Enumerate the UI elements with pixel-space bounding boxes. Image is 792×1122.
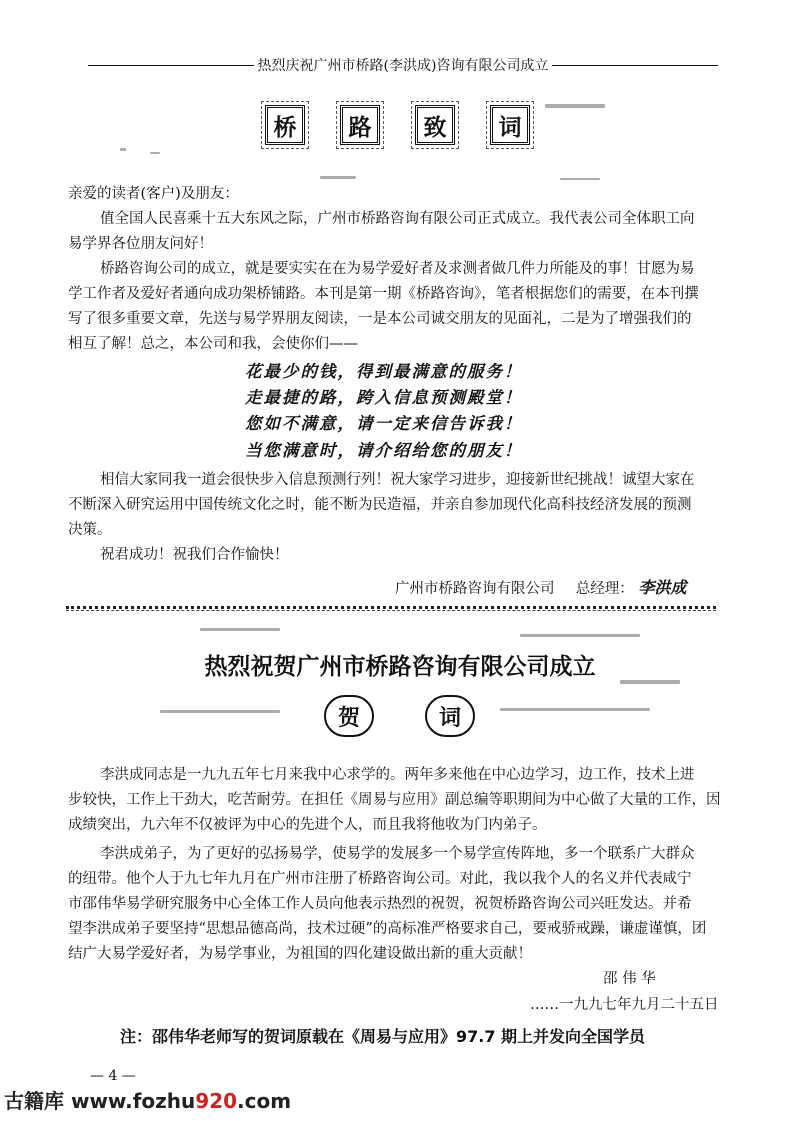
signature [395, 576, 686, 601]
preface-title-char-3: 致 [415, 105, 455, 145]
signature-company: 广州市桥路咨询有限公司 [395, 581, 555, 597]
watermark-prefix: 古籍库 www.fozhu [4, 1089, 196, 1113]
slogan-line: 花最少的钱，得到最满意的服务！ [245, 362, 523, 381]
preface-line: 相互了解！总之，本公司和我，会使你们—— [68, 336, 358, 352]
scan-speck [560, 178, 600, 180]
preface-line: 值全国人民喜乘十五大东风之际，广州市桥路咨询有限公司正式成立。我代表公司全体职工向 [100, 211, 695, 227]
scan-speck [200, 628, 280, 631]
congrats-subtitle-char-1: 贺 [324, 695, 374, 737]
section-divider-secondary [66, 610, 716, 611]
preface-title-char-4: 词 [490, 105, 530, 145]
page-number: — 4 — [90, 1068, 136, 1084]
preface-closing-line: 相信大家同我一道会很快步入信息预测行列！祝大家学习进步，迎接新世纪挑战！诚望大家在 [100, 472, 695, 488]
scan-speck [545, 104, 605, 108]
scan-speck [160, 710, 280, 713]
scan-speck [120, 148, 126, 151]
congrats-title: 热烈祝贺广州市桥路咨询有限公司成立 [204, 654, 596, 680]
scan-speck [150, 152, 160, 154]
header-banner [88, 56, 718, 74]
scan-speck [500, 708, 650, 711]
banner-text: 热烈庆祝广州市桥路(李洪成)咨询有限公司成立 [257, 58, 549, 74]
scan-speck [320, 176, 356, 179]
section-divider [66, 606, 716, 609]
scan-speck [520, 634, 640, 637]
congrats-line: 市邵伟华易学研究服务中心全体工作人员向他表示热烈的祝贺，祝贺桥路咨询公司兴旺发达。并希 [68, 896, 692, 912]
congrats-date: ……一九九七年九月二十五日 [530, 997, 719, 1013]
congrats-subtitle-char-2: 词 [425, 695, 475, 737]
footnote: 注：邵伟华老师写的贺词原载在《周易与应用》97.7 期上并发向全国学员 [120, 1027, 646, 1046]
congrats-line: 步较快，工作上干劲大，吃苦耐劳。在担任《周易与应用》副总编等职期间为中心做了大量的工作，因 [68, 792, 721, 808]
banner-rule-right [552, 65, 718, 66]
watermark-suffix: .com [237, 1089, 292, 1113]
preface-closing-line: 决策。 [68, 522, 112, 538]
congrats-line: 望李洪成弟子要坚持“思想品德高尚，技术过硬”的高标准严格要求自己，要戒骄戒躁，谦虚谨慎，团 [68, 921, 707, 937]
preface-title-char-2: 路 [340, 105, 380, 145]
congrats-line: 李洪成同志是一九九五年七月来我中心求学的。两年多来他在中心边学习，边工作，技术上进 [100, 767, 695, 783]
preface-closing-line: 祝君成功！祝我们合作愉快！ [100, 547, 289, 563]
preface-greeting: 亲爱的读者(客户)及朋友： [68, 186, 239, 202]
congrats-line: 的纽带。他个人于九七年九月在广州市注册了桥路咨询公司。对此，我以我个人的名义并代表咸宁 [68, 871, 692, 887]
banner-rule-left [88, 65, 254, 66]
congrats-line: 李洪成弟子，为了更好的弘扬易学，使易学的发展多一个易学宣传阵地，多一个联系广大群众 [100, 846, 695, 862]
preface-line: 学工作者及爱好者通向成功架桥铺路。本刊是第一期《桥路咨询》，笔者根据您们的需要，在本刊撰 [68, 286, 699, 302]
preface-closing-line: 不断深入研究运用中国传统文化之时，能不断为民造福，并亲自参加现代化高科技经济发展的预测 [68, 497, 692, 513]
slogan-line: 走最捷的路，跨入信息预测殿堂！ [245, 388, 523, 407]
preface-line: 写了很多重要文章，先送与易学界朋友阅读，一是本公司诚交朋友的见面礼，二是为了增强我们的 [68, 311, 692, 327]
signature-title: 总经理： [575, 581, 634, 597]
preface-line: 桥路咨询公司的成立，就是要实实在在为易学爱好者及求测者做几件力所能及的事！甘愿为易 [100, 261, 695, 277]
congrats-line: 成绩突出，九六年不仅被评为中心的先进个人，而且我将他收为门内弟子。 [68, 817, 547, 833]
slogan-line: 当您满意时，请介绍给您的朋友！ [245, 441, 523, 460]
congrats-line: 结广大易学爱好者，为易学事业，为祖国的四化建设做出新的重大贡献！ [68, 946, 532, 962]
slogan-line: 您如不满意，请一定来信告诉我！ [245, 414, 523, 433]
watermark-number: 920 [195, 1089, 238, 1113]
congrats-author: 邵 伟 华 [603, 971, 656, 987]
signature-name: 李洪成 [638, 578, 687, 597]
site-watermark [4, 1085, 291, 1114]
preface-line: 易学界各位朋友问好！ [68, 236, 213, 252]
preface-title-char-1: 桥 [265, 105, 305, 145]
